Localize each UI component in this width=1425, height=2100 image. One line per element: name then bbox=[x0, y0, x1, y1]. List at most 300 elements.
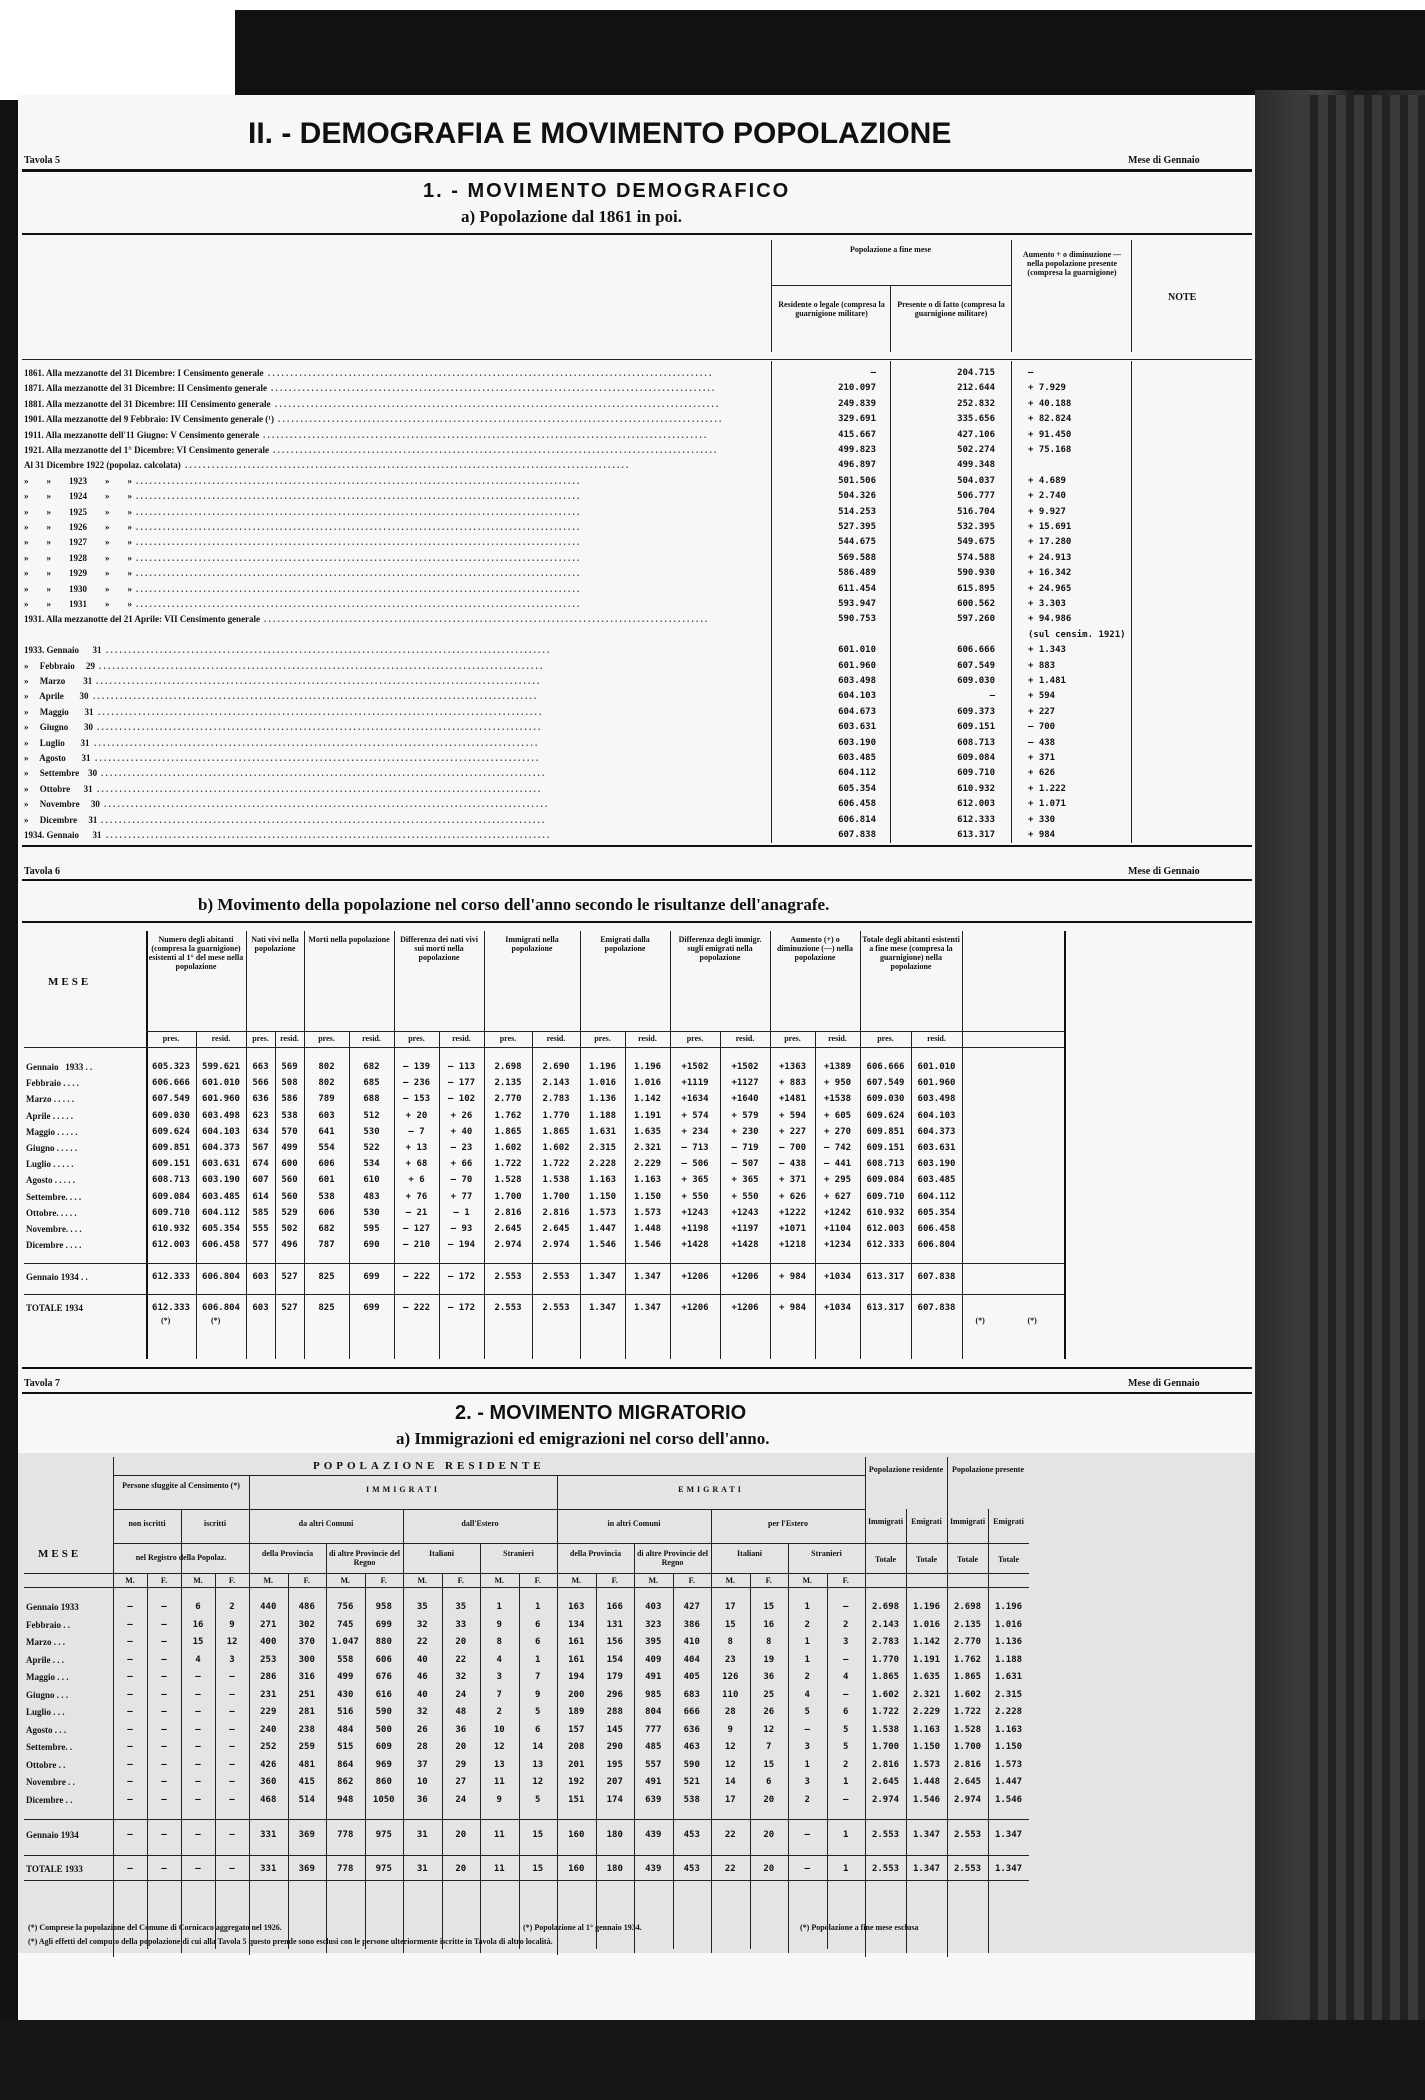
table-b-cell: 609.151 bbox=[152, 1159, 190, 1170]
table-c-cell: 1.762 bbox=[953, 1654, 982, 1665]
table-a-aumento: — 700 bbox=[1028, 722, 1056, 733]
table-b-cell: 674 bbox=[252, 1159, 269, 1170]
col-mese: MESE bbox=[38, 1548, 82, 1560]
table-b-cell: 606.804 bbox=[202, 1302, 240, 1313]
header-col-diff: Differenza dei nati vivi sui morti nella popolazione bbox=[400, 935, 478, 962]
table-a-presente: 427.106 bbox=[957, 429, 995, 440]
rule bbox=[24, 1587, 1029, 1588]
table-b-cell: 641 bbox=[318, 1126, 335, 1137]
table-c-row-month: Febbraio . . bbox=[26, 1619, 70, 1630]
rule bbox=[146, 1031, 1064, 1032]
table-b-cell: 1.762 bbox=[494, 1110, 522, 1121]
table-b-cell: + 6 bbox=[408, 1175, 425, 1186]
table-c-cell: — bbox=[843, 1602, 849, 1612]
table-b-cell: 682 bbox=[318, 1224, 335, 1234]
table-c-cell: — bbox=[127, 1602, 133, 1612]
table-c-cell: 180 bbox=[606, 1863, 623, 1874]
table-c-row-month: Maggio . . . bbox=[26, 1672, 69, 1682]
sub-resid: resid. bbox=[211, 1034, 231, 1043]
header-sex: F. bbox=[380, 1576, 387, 1585]
table-a-aumento: + 15.691 bbox=[1028, 522, 1072, 532]
table-a-aumento: + 94.986 bbox=[1028, 614, 1072, 625]
table-b-cell: 1.635 bbox=[633, 1126, 662, 1137]
table-b-cell: 534 bbox=[363, 1159, 380, 1170]
table-b-cell: +1218 bbox=[778, 1240, 807, 1251]
sub-resid: resid. bbox=[927, 1034, 946, 1043]
header-altre-prov: di altre Provincie del Regno bbox=[328, 1549, 401, 1567]
table-b-cell: 1.016 bbox=[588, 1078, 617, 1089]
scan-background-top bbox=[235, 10, 1425, 105]
rule bbox=[1131, 240, 1132, 352]
table-a-row-label: » Agosto 31 bbox=[24, 753, 91, 763]
table-a-aumento: + 1.071 bbox=[1028, 799, 1066, 810]
table-b-cell: 607 bbox=[252, 1175, 269, 1186]
table-b-cell: 599.621 bbox=[202, 1062, 240, 1072]
header-emigrati-short: Emigrati bbox=[993, 1517, 1024, 1526]
footnote-mark: (*) bbox=[1027, 1315, 1037, 1325]
table-b-cell: 609.710 bbox=[866, 1191, 905, 1202]
table-b-cell: 603.631 bbox=[917, 1143, 956, 1153]
table-c-cell: 403 bbox=[645, 1602, 662, 1612]
table-b-cell: 825 bbox=[318, 1272, 335, 1283]
table-b-cell: +1428 bbox=[681, 1240, 709, 1251]
table-c-cell: 369 bbox=[298, 1830, 315, 1840]
table-c-cell: — bbox=[161, 1672, 167, 1682]
table-c-cell: 163 bbox=[568, 1602, 585, 1612]
header-sex: M. bbox=[725, 1576, 736, 1585]
table-b-cell: +1206 bbox=[681, 1302, 709, 1313]
table-c-cell: 160 bbox=[568, 1863, 585, 1874]
table-b-cell: 604.373 bbox=[917, 1126, 956, 1137]
table-b-cell: 2.698 bbox=[494, 1062, 522, 1072]
header-sex: F. bbox=[765, 1576, 772, 1585]
table-c-cell: 2.816 bbox=[953, 1759, 982, 1770]
table-c-cell: 1050 bbox=[372, 1794, 395, 1805]
table-b-cell: 607.838 bbox=[917, 1302, 956, 1313]
table-c-cell: 12 bbox=[493, 1742, 505, 1752]
table-b-cell: 1.700 bbox=[494, 1191, 522, 1202]
header-immigrati-short: Immigrati bbox=[867, 1517, 904, 1526]
table-c-cell: — bbox=[127, 1619, 133, 1630]
table-c-cell: 636 bbox=[683, 1724, 700, 1735]
table-a-presente: 600.562 bbox=[957, 599, 995, 609]
table-c-cell: 5 bbox=[804, 1707, 810, 1717]
table-b-cell: +1428 bbox=[731, 1240, 759, 1251]
table-c-cell: — bbox=[195, 1777, 201, 1787]
table-c-cell: 1.047 bbox=[331, 1637, 359, 1647]
header-iscritti: iscritti bbox=[203, 1519, 227, 1528]
table-c-cell: 179 bbox=[606, 1672, 623, 1682]
tavola-6-month: Mese di Gennaio bbox=[1128, 866, 1200, 877]
table-b-cell: — 719 bbox=[731, 1143, 759, 1153]
table-c-cell: 1.142 bbox=[912, 1637, 941, 1647]
table-a-presente: 504.037 bbox=[957, 475, 995, 486]
table-a-row-label: » » 1930 » » bbox=[24, 583, 132, 594]
table-b-cell: 1.347 bbox=[633, 1302, 662, 1313]
table-c-cell: — bbox=[161, 1619, 167, 1630]
table-a-row-label: 1911. Alla mezzanotte dell'11 Giugno: V Censimento generale bbox=[24, 429, 260, 440]
table-b-cell: 601.960 bbox=[917, 1078, 956, 1089]
table-a-residente: 415.667 bbox=[838, 429, 876, 440]
sub-pres: pres. bbox=[318, 1034, 335, 1043]
table-a-residente: 504.326 bbox=[838, 491, 876, 502]
table-c-cell: 302 bbox=[298, 1619, 315, 1630]
table-c-cell: 40 bbox=[416, 1689, 428, 1700]
table-a-residente: 606.814 bbox=[838, 814, 876, 825]
table-a-aumento: + 7.929 bbox=[1028, 383, 1066, 394]
table-c-cell: 11 bbox=[493, 1777, 505, 1787]
table-c-cell: 1.573 bbox=[994, 1759, 1023, 1770]
header-stranieri: Stranieri bbox=[503, 1549, 534, 1558]
table-c-cell: 2.974 bbox=[871, 1794, 900, 1805]
rule bbox=[771, 361, 772, 843]
table-c-cell: 15 bbox=[763, 1602, 775, 1612]
dot-leader: . . . . . . . . . . . . . . . . . . . . . . . . . . . . . . . . . . . . . . . . . . . . . . . . . . . . . . . . . . . . . . . . . . . . . . . . . . . . . . . . . . . . . . . . . . . . . . . . . . . bbox=[268, 368, 712, 378]
table-a-row-label: » » 1923 » » bbox=[24, 475, 132, 486]
table-b-cell: + 574 bbox=[681, 1110, 709, 1121]
table-b-cell: 527 bbox=[281, 1272, 298, 1283]
table-a-presente: 506.777 bbox=[957, 491, 995, 502]
band-popolazione-residente: POPOLAZIONE RESIDENTE bbox=[313, 1460, 545, 1472]
table-c-cell: — bbox=[804, 1724, 810, 1735]
table-b-cell: 483 bbox=[363, 1191, 380, 1202]
table-b-cell: 600 bbox=[281, 1159, 298, 1170]
table-b-cell: — 102 bbox=[447, 1094, 476, 1105]
table-c-cell: — bbox=[229, 1794, 235, 1805]
header-in-altri-comuni: in altri Comuni bbox=[607, 1519, 661, 1528]
table-b-cell: 610 bbox=[363, 1175, 380, 1186]
table-c-cell: 3 bbox=[229, 1654, 235, 1665]
header-totale: Totale bbox=[956, 1555, 979, 1564]
table-b-cell: 613.317 bbox=[866, 1272, 905, 1283]
rule bbox=[22, 1392, 1252, 1394]
table-c-cell: 514 bbox=[298, 1794, 315, 1805]
table-c-cell: 2 bbox=[804, 1619, 810, 1630]
table-c-cell: 160 bbox=[568, 1830, 585, 1840]
scan-background-left bbox=[0, 100, 18, 2100]
dot-leader: . . . . . . . . . . . . . . . . . . . . . . . . . . . . . . . . . . . . . . . . . . . . . . . . . . . . . . . . . . . . . . . . . . . . . . . . . . . . . . . . . . . . . . . . . . . . . . . . . . . bbox=[275, 398, 719, 409]
table-a-residente: 603.190 bbox=[838, 737, 876, 748]
table-c-cell: 28 bbox=[416, 1742, 428, 1752]
rule bbox=[1064, 931, 1066, 1359]
table-c-cell: — bbox=[195, 1794, 201, 1805]
col-popolazione: Popolazione a fine mese bbox=[849, 245, 932, 254]
table-c-cell: 12 bbox=[724, 1742, 736, 1752]
dot-leader: . . . . . . . . . . . . . . . . . . . . . . . . . . . . . . . . . . . . . . . . . . . . . . . . . . . . . . . . . . . . . . . . . . . . . . . . . . . . . . . . . . . . . . . . . . . . . . . . . . . bbox=[96, 676, 540, 686]
table-c-cell: 32 bbox=[416, 1707, 428, 1717]
table-b-cell: 789 bbox=[318, 1094, 335, 1105]
table-c-cell: 12 bbox=[724, 1759, 736, 1770]
table-b-cell: +1243 bbox=[731, 1207, 759, 1218]
table-c-cell: 2.553 bbox=[871, 1863, 900, 1874]
table-b-cell: 663 bbox=[252, 1062, 269, 1072]
table-c-cell: 16 bbox=[192, 1619, 204, 1630]
table-c-cell: 499 bbox=[337, 1672, 354, 1682]
table-b-cell: 609.030 bbox=[152, 1110, 190, 1121]
table-b-cell: 607.838 bbox=[917, 1272, 956, 1283]
rule bbox=[890, 285, 891, 352]
table-b-cell: 2.315 bbox=[588, 1143, 617, 1153]
table-a-aumento: + 75.168 bbox=[1028, 445, 1072, 455]
table-b-cell: 612.003 bbox=[866, 1224, 905, 1234]
dot-leader: . . . . . . . . . . . . . . . . . . . . . . . . . . . . . . . . . . . . . . . . . . . . . . . . . . . . . . . . . . . . . . . . . . . . . . . . . . . . . . . . . . . . . . . . . . . . . . . . . . . bbox=[104, 799, 548, 810]
table-c-cell: 606 bbox=[375, 1654, 392, 1665]
header-sex: M. bbox=[125, 1576, 135, 1585]
table-b-cell: 604.112 bbox=[917, 1191, 956, 1202]
table-c-cell: 6 bbox=[535, 1724, 541, 1735]
table-b-cell: 569 bbox=[281, 1062, 298, 1072]
dot-leader: . . . . . . . . . . . . . . . . . . . . . . . . . . . . . . . . . . . . . . . . . . . . . . . . . . . . . . . . . . . . . . . . . . . . . . . . . . . . . . . . . . . . . . . . . . . . . . . . . . . bbox=[263, 429, 707, 440]
table-c-cell: — bbox=[229, 1707, 235, 1717]
sub-pres: pres. bbox=[686, 1034, 704, 1043]
table-c-cell: 6 bbox=[766, 1777, 772, 1787]
table-c-cell: 22 bbox=[724, 1863, 736, 1874]
table-a-residente: 514.253 bbox=[838, 506, 876, 517]
header-col-diff2: Differenza degli immigr. sugli emigrati nella popolazione bbox=[678, 935, 762, 962]
table-b-cell: 685 bbox=[363, 1078, 380, 1089]
table-a-presente: 608.713 bbox=[957, 737, 995, 748]
table-b-cell: + 365 bbox=[681, 1175, 709, 1186]
table-c-row-month: Aprile . . . bbox=[26, 1654, 64, 1665]
table-b-cell: 606 bbox=[318, 1207, 335, 1218]
table-c-cell: 5 bbox=[535, 1707, 541, 1717]
table-a-row-label: 1934. Gennaio 31 bbox=[24, 830, 102, 840]
table-c-cell: 26 bbox=[416, 1724, 428, 1735]
rule bbox=[22, 845, 1252, 847]
dot-leader: . . . . . . . . . . . . . . . . . . . . . . . . . . . . . . . . . . . . . . . . . . . . . . . . . . . . . . . . . . . . . . . . . . . . . . . . . . . . . . . . . . . . . . . . . . . . . . . . . . . bbox=[136, 552, 580, 563]
table-b-cell: 605.323 bbox=[152, 1062, 190, 1072]
table-c-cell: 1 bbox=[496, 1602, 502, 1612]
table-c-cell: — bbox=[804, 1863, 810, 1874]
table-c-cell: — bbox=[229, 1863, 235, 1874]
table-c-cell: — bbox=[195, 1689, 201, 1700]
table-c-cell: 468 bbox=[260, 1794, 277, 1805]
dot-leader: . . . . . . . . . . . . . . . . . . . . . . . . . . . . . . . . . . . . . . . . . . . . . . . . . . . . . . . . . . . . . . . . . . . . . . . . . . . . . . . . . . . . . . . . . . . . . . . . . . . bbox=[93, 691, 537, 702]
rule bbox=[22, 169, 1252, 172]
table-b-cell: — 222 bbox=[402, 1272, 431, 1283]
table-c-cell: 1.631 bbox=[994, 1672, 1023, 1682]
table-c-cell: 969 bbox=[375, 1759, 392, 1770]
table-a-residente: 601.010 bbox=[838, 645, 876, 656]
table-b-cell: 603.631 bbox=[202, 1159, 240, 1170]
table-b-cell: 607.549 bbox=[866, 1078, 905, 1089]
dot-leader: . . . . . . . . . . . . . . . . . . . . . . . . . . . . . . . . . . . . . . . . . . . . . . . . . . . . . . . . . . . . . . . . . . . . . . . . . . . . . . . . . . . . . . . . . . . . . . . . . . . bbox=[273, 445, 717, 455]
dot-leader: . . . . . . . . . . . . . . . . . . . . . . . . . . . . . . . . . . . . . . . . . . . . . . . . . . . . . . . . . . . . . . . . . . . . . . . . . . . . . . . . . . . . . . . . . . . . . . . . . . . bbox=[136, 568, 580, 579]
table-c-cell: 676 bbox=[375, 1672, 392, 1682]
rule bbox=[113, 1543, 1029, 1544]
table-c-cell: — bbox=[195, 1742, 201, 1752]
table-c-cell: 5 bbox=[535, 1794, 541, 1805]
table-b-cell: — 139 bbox=[402, 1062, 431, 1072]
table-b-cell: 530 bbox=[363, 1207, 380, 1218]
table-b-cell: + 627 bbox=[823, 1191, 852, 1202]
header-per-estero: per l'Estero bbox=[768, 1519, 808, 1528]
table-b-cell: 1.722 bbox=[542, 1159, 570, 1170]
table-a-rows bbox=[18, 367, 1255, 847]
table-a-row-label: Al 31 Dicembre 1922 (popolaz. calcolata) bbox=[24, 460, 181, 471]
table-b-cell: +1206 bbox=[731, 1272, 759, 1283]
table-a-row-label: » Ottobre 31 bbox=[24, 783, 93, 794]
table-b-cell: 1.142 bbox=[633, 1094, 662, 1105]
table-c-cell: 22 bbox=[455, 1654, 467, 1665]
table-c-cell: — bbox=[127, 1863, 133, 1874]
table-c-cell: 36 bbox=[763, 1672, 775, 1682]
table-c-cell: 296 bbox=[606, 1689, 623, 1700]
table-b-cell: 606.804 bbox=[917, 1240, 956, 1251]
rule bbox=[24, 1855, 1029, 1856]
header-sex: F. bbox=[457, 1576, 464, 1585]
table-c-cell: 9 bbox=[727, 1724, 733, 1735]
dot-leader: . . . . . . . . . . . . . . . . . . . . . . . . . . . . . . . . . . . . . . . . . . . . . . . . . . . . . . . . . . . . . . . . . . . . . . . . . . . . . . . . . . . . . . . . . . . . . . . . . . . bbox=[97, 722, 541, 733]
table-b-cell: — 236 bbox=[402, 1078, 431, 1089]
table-c-cell: — bbox=[161, 1794, 167, 1805]
table-b-cell: 538 bbox=[318, 1191, 335, 1202]
header-sex: F. bbox=[688, 1576, 695, 1585]
table-a-presente: 606.666 bbox=[957, 645, 995, 656]
table-c-cell: 15 bbox=[532, 1830, 544, 1840]
rule bbox=[771, 240, 772, 352]
table-a-row-label: » Marzo 31 bbox=[24, 676, 93, 686]
table-c-cell: 1.188 bbox=[994, 1654, 1023, 1665]
header-non-iscritti: non iscritti bbox=[128, 1519, 166, 1528]
document-page bbox=[18, 95, 1255, 2020]
table-c-cell: 8 bbox=[496, 1637, 502, 1647]
table-b-cell: + 20 bbox=[405, 1110, 428, 1121]
dot-leader: . . . . . . . . . . . . . . . . . . . . . . . . . . . . . . . . . . . . . . . . . . . . . . . . . . . . . . . . . . . . . . . . . . . . . . . . . . . . . . . . . . . . . . . . . . . . . . . . . . . bbox=[264, 614, 708, 625]
table-c-cell: 1 bbox=[843, 1777, 849, 1787]
table-b-cell: 522 bbox=[363, 1143, 380, 1153]
table-c-cell: — bbox=[161, 1830, 167, 1840]
table-b-cell: + 550 bbox=[681, 1191, 709, 1202]
table-a-aumento: + 330 bbox=[1028, 814, 1056, 825]
table-b-cell: — 742 bbox=[823, 1143, 852, 1153]
table-b-cell: 609.151 bbox=[866, 1143, 905, 1153]
table-c-cell: 2 bbox=[229, 1602, 235, 1612]
table-b-cell: 496 bbox=[281, 1240, 298, 1251]
table-c-cell: 271 bbox=[260, 1619, 277, 1630]
table-c-cell: — bbox=[843, 1794, 849, 1805]
table-c-cell: 22 bbox=[416, 1637, 428, 1647]
table-b-cell: 2.645 bbox=[494, 1224, 522, 1234]
table-b-cell: +1502 bbox=[731, 1062, 759, 1072]
dot-leader: . . . . . . . . . . . . . . . . . . . . . . . . . . . . . . . . . . . . . . . . . . . . . . . . . . . . . . . . . . . . . . . . . . . . . . . . . . . . . . . . . . . . . . . . . . . . . . . . . . . bbox=[278, 414, 722, 425]
table-c-cell: 15 bbox=[192, 1637, 204, 1647]
table-c-cell: 1.347 bbox=[994, 1863, 1023, 1874]
table-a-aumento: — 438 bbox=[1028, 737, 1056, 748]
table-c-cell: 17 bbox=[724, 1602, 736, 1612]
table-a-row-label: » Settembre 30 bbox=[24, 768, 98, 779]
table-c-cell: 491 bbox=[645, 1777, 662, 1787]
table-b-cell: + 984 bbox=[778, 1272, 807, 1283]
table-b-cell: — 7 bbox=[408, 1126, 425, 1137]
table-b-cell: 2.816 bbox=[494, 1207, 522, 1218]
table-a-presente: 610.932 bbox=[957, 783, 995, 794]
table-c-cell: 2.135 bbox=[953, 1619, 982, 1630]
table-a-presente: 609.373 bbox=[957, 706, 995, 717]
table-c-cell: 2.553 bbox=[953, 1863, 982, 1874]
table-b-cell: 605.354 bbox=[917, 1207, 956, 1218]
sub-resid: resid. bbox=[638, 1034, 657, 1043]
table-b-cell: 2.645 bbox=[542, 1224, 570, 1234]
table-b-cell: 699 bbox=[363, 1272, 380, 1283]
table-a-row-label: 1901. Alla mezzanotte del 9 Febbraio: IV Censimento generale (¹) bbox=[24, 414, 274, 425]
table-a-presente: 516.704 bbox=[957, 506, 995, 517]
table-c-cell: 463 bbox=[683, 1742, 700, 1752]
table-b-cell: 2.229 bbox=[633, 1159, 662, 1170]
table-c-row-month: Dicembre . . bbox=[26, 1794, 73, 1805]
table-b-cell: + 984 bbox=[778, 1302, 807, 1313]
table-b-cell: 1.136 bbox=[588, 1094, 617, 1105]
rule bbox=[24, 1880, 1029, 1881]
rule bbox=[22, 359, 1252, 360]
header-italiani: Italiani bbox=[737, 1549, 762, 1558]
table-c-cell: 290 bbox=[606, 1742, 623, 1752]
table-c-cell: 11 bbox=[493, 1863, 505, 1874]
table-c-cell: 166 bbox=[606, 1602, 623, 1612]
table-b-cell: 606.458 bbox=[202, 1240, 240, 1251]
table-c-cell: 174 bbox=[606, 1794, 623, 1805]
table-b-cell: 623 bbox=[252, 1110, 269, 1121]
table-b-cell: 1.865 bbox=[494, 1126, 522, 1137]
table-c-cell: 110 bbox=[722, 1689, 739, 1700]
table-a-row-label: 1933. Gennaio 31 bbox=[24, 645, 102, 656]
table-c-cell: 1.546 bbox=[912, 1794, 941, 1805]
table-c-cell: — bbox=[161, 1742, 167, 1752]
table-c-cell: 3 bbox=[843, 1637, 849, 1647]
header-sex: F. bbox=[842, 1576, 849, 1585]
table-b-cell: +1634 bbox=[681, 1094, 709, 1105]
table-c-cell: 134 bbox=[568, 1619, 585, 1630]
table-a-presente: 212.644 bbox=[957, 383, 995, 394]
table-a-presente: 607.549 bbox=[957, 660, 995, 671]
table-b-cell: + 77 bbox=[450, 1191, 473, 1202]
table-c-cell: 521 bbox=[683, 1777, 700, 1787]
table-c-cell: 20 bbox=[763, 1830, 775, 1840]
table-b-cell: +1206 bbox=[731, 1302, 759, 1313]
table-c-cell: 880 bbox=[375, 1637, 392, 1647]
table-b-cell: — 70 bbox=[450, 1175, 473, 1186]
table-c-cell: 1 bbox=[804, 1654, 810, 1665]
table-b-cell: +1104 bbox=[823, 1224, 852, 1234]
table-b-cell: + 76 bbox=[405, 1191, 428, 1202]
table-c-cell: 590 bbox=[683, 1759, 700, 1770]
table-b-cell: — 23 bbox=[450, 1143, 473, 1153]
table-c-cell: — bbox=[195, 1830, 201, 1840]
table-b-cell: 554 bbox=[318, 1143, 335, 1153]
table-c-cell: 20 bbox=[763, 1863, 775, 1874]
table-c-cell: 1.770 bbox=[871, 1654, 900, 1665]
header-col-immig: Immigrati nella popolazione bbox=[505, 935, 559, 953]
header-immigrati-short: Immigrati bbox=[949, 1517, 986, 1526]
table-a-row-label: » Giugno 30 bbox=[24, 722, 94, 733]
header-altre-prov: di altre Provincie del Regno bbox=[636, 1549, 709, 1567]
table-b-cell: 560 bbox=[281, 1191, 298, 1202]
footnote-2: (*) Popolazione al 1° gennaio 1934. bbox=[523, 1923, 642, 1932]
table-b-cell: 567 bbox=[252, 1143, 269, 1153]
table-b-cell: +1071 bbox=[778, 1224, 807, 1234]
table-c-cell: 386 bbox=[683, 1619, 700, 1630]
table-b-cell: — 93 bbox=[450, 1224, 473, 1234]
table-c-cell: 231 bbox=[260, 1689, 277, 1700]
table-b-cell: 1.447 bbox=[588, 1224, 617, 1234]
table-b-cell: 682 bbox=[363, 1062, 380, 1072]
table-b-cell: 603.190 bbox=[202, 1175, 240, 1186]
table-b-cell: 1.602 bbox=[494, 1143, 522, 1153]
table-b-cell: 1.191 bbox=[633, 1110, 662, 1121]
table-b-cell: +1389 bbox=[823, 1062, 852, 1072]
dot-leader: . . . . . . . . . . . . . . . . . . . . . . . . . . . . . . . . . . . . . . . . . . . . . . . . . . . . . . . . . . . . . . . . . . . . . . . . . . . . . . . . . . . . . . . . . . . . . . . . . . . bbox=[136, 522, 580, 532]
header-col-nati: Nati vivi nella popolazione bbox=[251, 935, 299, 953]
